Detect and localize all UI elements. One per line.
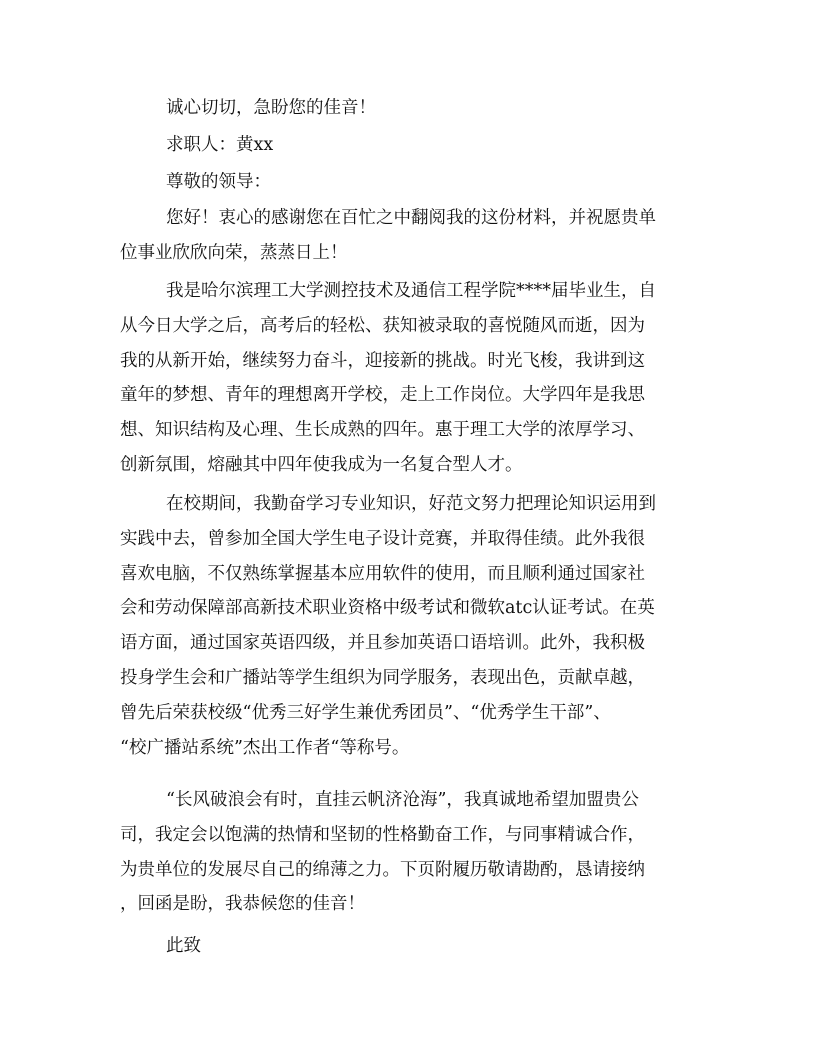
paragraph-line: 司，我定会以饱满的热情和坚韧的性格勤奋工作，与同事精诚合作，: [120, 824, 645, 845]
paragraph-line: 语方面，通过国家英语四级，并且参加英语口语培训。此外，我积极: [120, 633, 645, 654]
background-paragraph: [120, 274, 656, 483]
paragraph-line: “长风破浪会有时，直挂云帆济沧海”，我真诚地希望加盟贵公: [166, 790, 639, 810]
paragraph-line: 实践中去，曾参加全国大学生电子设计竞赛，并取得佳绩。此外我很: [120, 528, 645, 549]
aspiration-paragraph: [120, 783, 645, 922]
paragraph-line: 我是哈尔滨理工大学测控技术及通信工程学院****届毕业生，自: [166, 281, 656, 301]
paragraph-line: 位事业欣欣向荣，蒸蒸日上！: [120, 242, 348, 263]
paragraph-line: 童年的梦想、青年的理想离开学校，走上工作岗位。大学四年是我思: [120, 385, 645, 406]
paragraph-line: 为贵单位的发展尽自己的绵薄之力。下页附履历敬请勘酌，恳请接纳: [120, 859, 645, 880]
paragraph-line: 在校期间，我勤奋学习专业知识，好范文努力把理论知识运用到: [166, 494, 656, 514]
campus-paragraph: [120, 487, 656, 765]
paragraph-line: 想、知识结构及心理、生长成熟的四年。惠于理工大学的浓厚学习、: [120, 420, 645, 441]
signature-line: 求职人：黄xx: [166, 135, 274, 155]
paragraph-line: 您好！衷心的感谢您在百忙之中翻阅我的这份材料，并祝愿贵单: [166, 208, 656, 228]
intro-paragraph: [120, 201, 656, 271]
sign-off: 此致: [166, 936, 201, 956]
paragraph-line: 会和劳动保障部高新技术职业资格中级考试和微软atc认证考试。在英: [120, 598, 655, 619]
paragraph-line: 曾先后荣获校级“优秀三好学生兼优秀团员”、“优秀学生干部”、: [120, 702, 611, 723]
closing-line: 诚心切切，急盼您的佳音！: [166, 98, 376, 118]
paragraph-line: “校广播站系统”杰出工作者“等称号。: [120, 737, 410, 758]
paragraph-line: 从今日大学之后，高考后的轻松、获知被录取的喜悦随风而逝，因为: [120, 315, 645, 336]
paragraph-line: 投身学生会和广播站等学生组织为同学服务，表现出色，贡献卓越，: [120, 667, 645, 688]
paragraph-line: 我的从新开始，继续努力奋斗，迎接新的挑战。时光飞梭，我讲到这: [120, 350, 645, 371]
paragraph-line: ，回函是盼，我恭候您的佳音！: [120, 894, 365, 915]
salutation: 尊敬的领导：: [166, 172, 271, 192]
paragraph-line: 喜欢电脑，不仅熟练掌握基本应用软件的使用，而且顺利通过国家社: [120, 563, 645, 584]
paragraph-line: 创新氛围，熔融其中四年使我成为一名复合型人才。: [120, 454, 523, 475]
